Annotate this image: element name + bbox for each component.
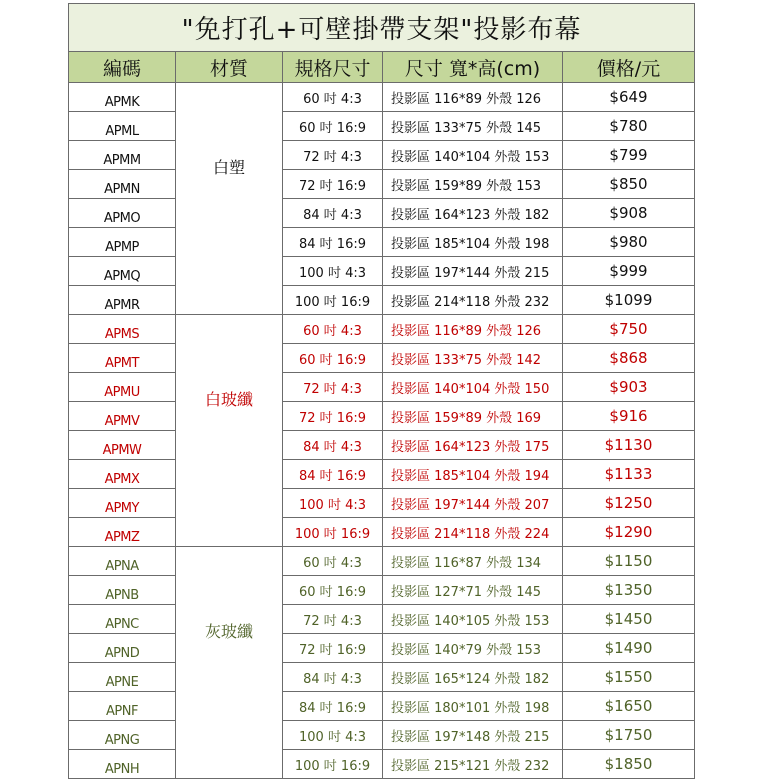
product-code: APMQ [69,257,176,286]
product-code: APNB [69,576,176,605]
dimensions: 投影區 197*148 外殼 215 [383,721,563,750]
price: $868 [563,344,695,373]
table-row [69,576,695,605]
price: $1099 [563,286,695,315]
dimensions: 投影區 116*87 外殼 134 [383,547,563,576]
header-material: 材質 [176,52,283,83]
size-spec: 100 吋 16:9 [283,286,383,315]
dimensions: 投影區 140*105 外殼 153 [383,605,563,634]
product-code: APNG [69,721,176,750]
price: $780 [563,112,695,141]
dimensions: 投影區 180*101 外殼 198 [383,692,563,721]
product-code: APMR [69,286,176,315]
price: $980 [563,228,695,257]
product-code: APNE [69,663,176,692]
dimensions: 投影區 214*118 外殼 232 [383,286,563,315]
product-code: APMT [69,344,176,373]
price: $850 [563,170,695,199]
price: $1150 [563,547,695,576]
header-spec: 規格尺寸 [283,52,383,83]
table-row [69,460,695,489]
product-code: APMX [69,460,176,489]
table-row [69,83,695,112]
table-row [69,489,695,518]
product-code: APMZ [69,518,176,547]
product-code: APMM [69,141,176,170]
price: $916 [563,402,695,431]
size-spec: 72 吋 16:9 [283,170,383,199]
product-code: APMN [69,170,176,199]
price: $908 [563,199,695,228]
size-spec: 84 吋 16:9 [283,228,383,257]
table-row [69,431,695,460]
dimensions: 投影區 197*144 外殼 207 [383,489,563,518]
header-row [69,52,695,83]
table-row [69,605,695,634]
dimensions: 投影區 214*118 外殼 224 [383,518,563,547]
product-code: APMY [69,489,176,518]
size-spec: 72 吋 16:9 [283,402,383,431]
size-spec: 72 吋 4:3 [283,141,383,170]
product-code: APML [69,112,176,141]
table-row [69,170,695,199]
size-spec: 60 吋 16:9 [283,112,383,141]
table-row [69,141,695,170]
dimensions: 投影區 165*124 外殼 182 [383,663,563,692]
price: $1650 [563,692,695,721]
price: $999 [563,257,695,286]
dimensions: 投影區 159*89 外殼 169 [383,402,563,431]
size-spec: 100 吋 4:3 [283,489,383,518]
table-row [69,373,695,402]
dimensions: 投影區 215*121 外殼 232 [383,750,563,779]
size-spec: 60 吋 4:3 [283,315,383,344]
price: $649 [563,83,695,112]
product-code: APND [69,634,176,663]
size-spec: 72 吋 4:3 [283,373,383,402]
size-spec: 60 吋 16:9 [283,576,383,605]
product-code: APMK [69,83,176,112]
dimensions: 投影區 116*89 外殼 126 [383,83,563,112]
size-spec: 84 吋 4:3 [283,199,383,228]
price: $1350 [563,576,695,605]
table-title: "免打孔+可壁掛帶支架"投影布幕 [69,4,695,52]
table-row [69,257,695,286]
size-spec: 60 吋 4:3 [283,547,383,576]
price: $1290 [563,518,695,547]
size-spec: 60 吋 4:3 [283,83,383,112]
header-dimensions: 尺寸 寬*高(cm) [383,52,563,83]
product-code: APMO [69,199,176,228]
table-row [69,634,695,663]
product-code: APMP [69,228,176,257]
material-cell: 白玻纖 [176,315,283,547]
price: $903 [563,373,695,402]
product-code: APNF [69,692,176,721]
size-spec: 84 吋 16:9 [283,692,383,721]
price: $1850 [563,750,695,779]
table-row [69,721,695,750]
size-spec: 100 吋 4:3 [283,721,383,750]
dimensions: 投影區 140*104 外殼 153 [383,141,563,170]
dimensions: 投影區 185*104 外殼 198 [383,228,563,257]
dimensions: 投影區 127*71 外殼 145 [383,576,563,605]
price: $1490 [563,634,695,663]
dimensions: 投影區 140*104 外殼 150 [383,373,563,402]
product-code: APMU [69,373,176,402]
size-spec: 84 吋 4:3 [283,663,383,692]
price: $1450 [563,605,695,634]
dimensions: 投影區 133*75 外殼 145 [383,112,563,141]
material-cell: 白塑 [176,83,283,315]
price: $750 [563,315,695,344]
material-cell: 灰玻纖 [176,547,283,779]
table-row [69,402,695,431]
table-row [69,547,695,576]
table-row [69,315,695,344]
table-row [69,518,695,547]
dimensions: 投影區 159*89 外殼 153 [383,170,563,199]
table-row [69,228,695,257]
size-spec: 72 吋 4:3 [283,605,383,634]
table-row [69,286,695,315]
price: $1130 [563,431,695,460]
size-spec: 100 吋 4:3 [283,257,383,286]
product-code: APNC [69,605,176,634]
header-code: 編碼 [69,52,176,83]
dimensions: 投影區 140*79 外殼 153 [383,634,563,663]
dimensions: 投影區 197*144 外殼 215 [383,257,563,286]
product-code: APMV [69,402,176,431]
price-table [68,3,695,779]
table-row [69,344,695,373]
product-code: APNH [69,750,176,779]
price: $1750 [563,721,695,750]
size-spec: 72 吋 16:9 [283,634,383,663]
table-row [69,199,695,228]
dimensions: 投影區 164*123 外殼 175 [383,431,563,460]
size-spec: 84 吋 4:3 [283,431,383,460]
size-spec: 60 吋 16:9 [283,344,383,373]
dimensions: 投影區 185*104 外殼 194 [383,460,563,489]
product-code: APMS [69,315,176,344]
table-row [69,692,695,721]
price: $1250 [563,489,695,518]
table-row [69,112,695,141]
table-row [69,663,695,692]
title-row [69,4,695,52]
product-code: APNA [69,547,176,576]
dimensions: 投影區 116*89 外殼 126 [383,315,563,344]
dimensions: 投影區 133*75 外殼 142 [383,344,563,373]
size-spec: 84 吋 16:9 [283,460,383,489]
table-body [69,83,695,779]
product-code: APMW [69,431,176,460]
price: $1133 [563,460,695,489]
size-spec: 100 吋 16:9 [283,518,383,547]
table-row [69,750,695,779]
price: $1550 [563,663,695,692]
header-price: 價格/元 [563,52,695,83]
dimensions: 投影區 164*123 外殼 182 [383,199,563,228]
price: $799 [563,141,695,170]
size-spec: 100 吋 16:9 [283,750,383,779]
